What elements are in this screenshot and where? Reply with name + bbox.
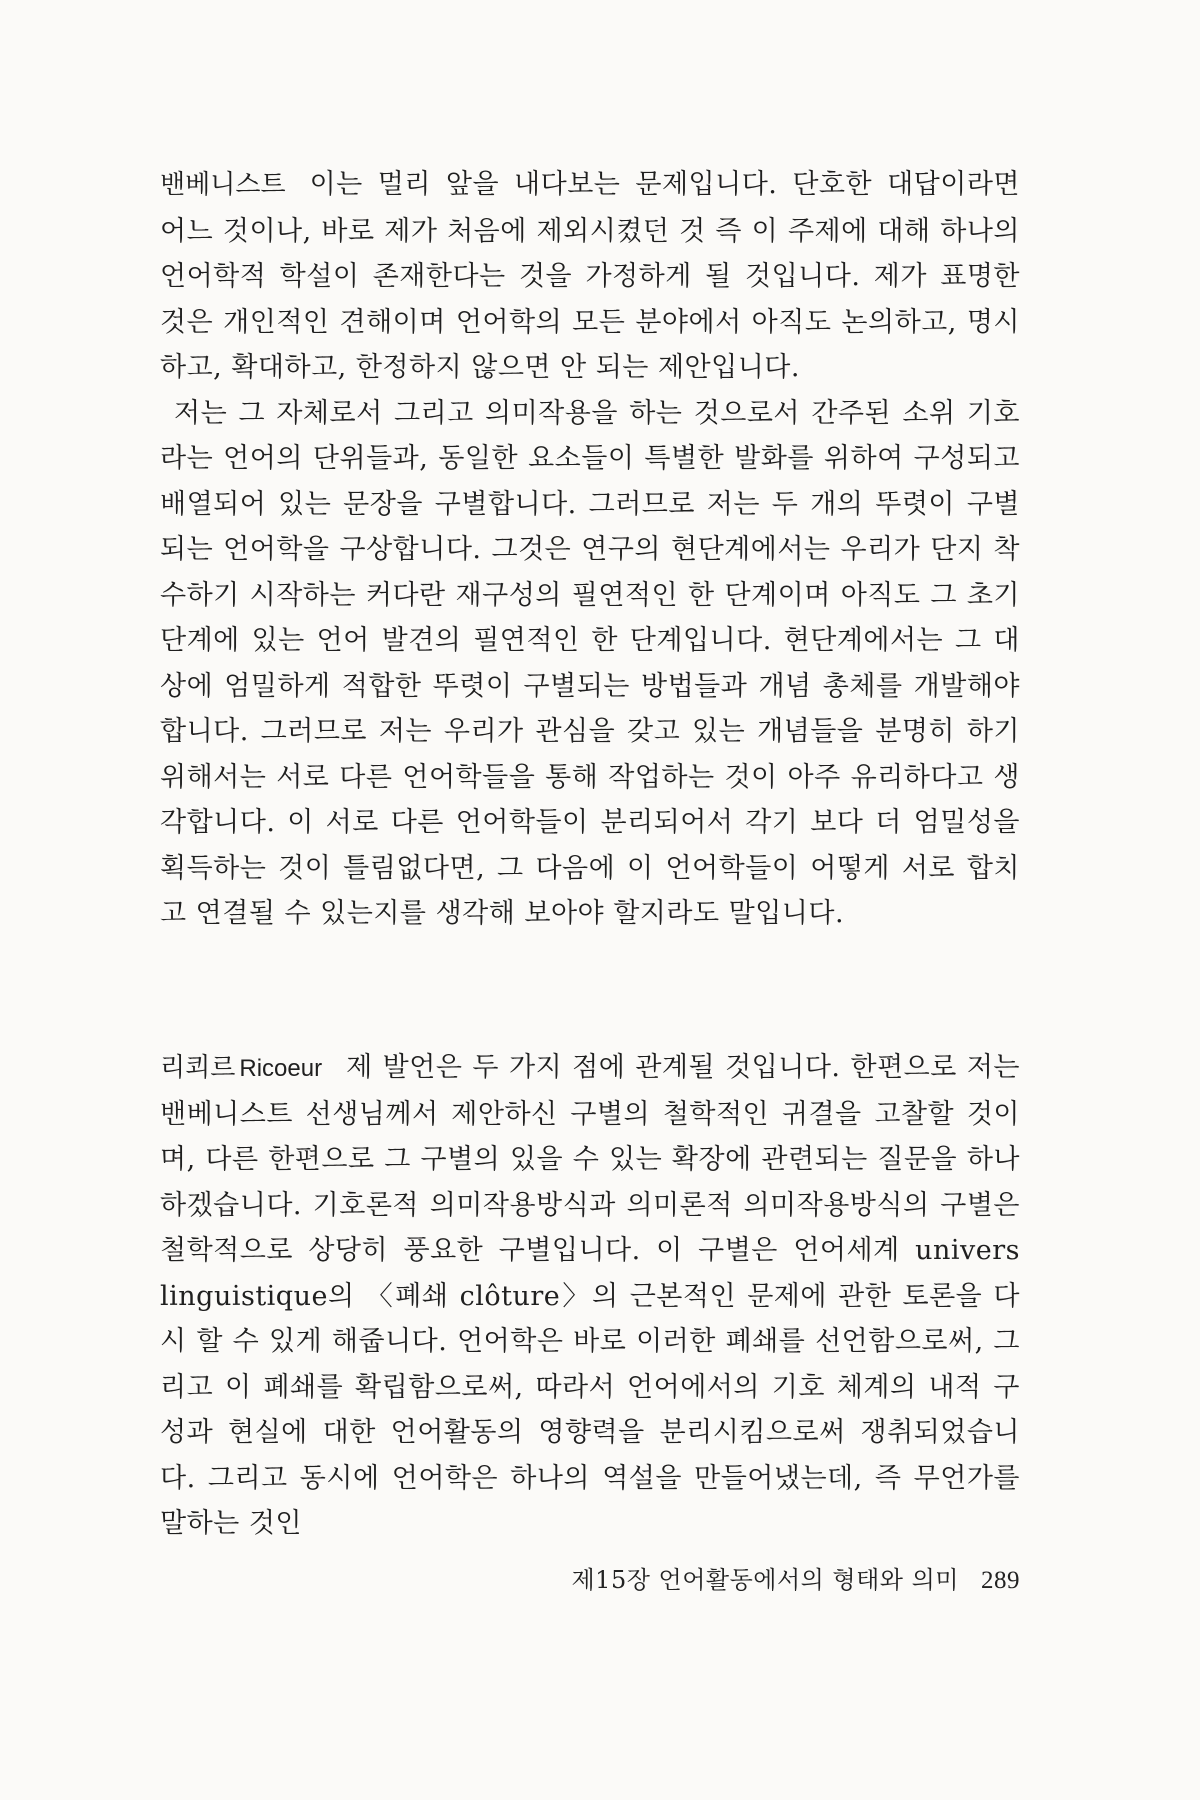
benveniste-remarks — [160, 162, 1020, 937]
ricoeur-remarks — [160, 1045, 1020, 1547]
running-chapter-title: 제15장 언어활동에서의 형태와 의미 — [571, 1566, 959, 1594]
speaker-name: 밴베니스트 — [160, 170, 286, 200]
paragraph — [160, 391, 1020, 937]
page-number: 289 — [981, 1567, 1020, 1594]
paragraph-text: 이는 멀리 앞을 내다보는 문제입니다. 단호한 대답이라면 어느 것이나, 바로 제가 처음에 제외시켰던 것 즉 이 주제에 대해 하나의 언어학적 학설이 존재한다는 것을 가정하게 될 것입니다. 제가 표명한 것은 개인적인 견해이며 언어학의 모든 분야에서 아직도 논의하고, 명시하고, 확대하고, 한정하지 않으면 안 되는 제안입니다. — [160, 169, 1020, 383]
paragraph — [160, 162, 1020, 391]
paragraph-text: 저는 그 자체로서 그리고 의미작용을 하는 것으로서 간주된 소위 기호라는 언어의 단위들과, 동일한 요소들이 특별한 발화를 위하여 구성되고 배열되어 있는 문장을 구별합니다. 그러므로 저는 두 개의 뚜렷이 구별되는 언어학을 구상합니다. 그것은 연구의 현단계에서는 우리가 단지 착수하기 시작하는 커다란 재구성의 필연적인 한 단계이며 아직도 그 초기단계에 있는 언어 발견의 필연적인 한 단계입니다. 현단계에서는 그 대상에 엄밀하게 적합한 뚜렷이 구별되는 방법들과 개념 총체를 개발해야 합니다. 그러므로 저는 우리가 관심을 갖고 있는 개념들을 분명히 하기 위해서는 서로 다른 언어학들을 통해 작업하는 것이 아주 유리하다고 생각합니다. 이 서로 다른 언어학들이 분리되어서 각기 보다 더 엄밀성을 획득하는 것이 틀림없다면, 그 다음에 이 언어학들이 어떻게 서로 합치고 연결될 수 있는지를 생각해 보아야 할지라도 말입니다. — [160, 397, 1020, 929]
paragraph — [160, 1045, 1020, 1547]
page-footer — [0, 1560, 1020, 1595]
paragraph-text: 제 발언은 두 가지 점에 관계될 것입니다. 한편으로 저는 밴베니스트 선생님께서 제안하신 구별의 철학적인 귀결을 고찰할 것이며, 다른 한편으로 그 구별의 있을 수 있는 확장에 관련되는 질문을 하나 하겠습니다. 기호론적 의미작용방식과 의미론적 의미작용방식의 구별은 철학적으로 상당히 풍요한 구별입니다. 이 구별은 언어세계 univers linguistique의 〈폐쇄 clôture〉의 근본적인 문제에 관한 토론을 다시 할 수 있게 해줍니다. 언어학은 바로 이러한 폐쇄를 선언함으로써, 그리고 이 폐쇄를 확립함으로써, 따라서 언어에서의 기호 체계의 내적 구성과 현실에 대한 언어활동의 영향력을 분리시킴으로써 쟁취되었습니다. 그리고 동시에 언어학은 하나의 역설을 만들어냈는데, 즉 무언가를 말하는 것인 — [160, 1052, 1020, 1539]
speaker-name-korean: 리쾨르 — [160, 1053, 236, 1083]
speaker-name-latin: Ricoeur — [239, 1055, 323, 1082]
speaker-name — [160, 1053, 322, 1083]
